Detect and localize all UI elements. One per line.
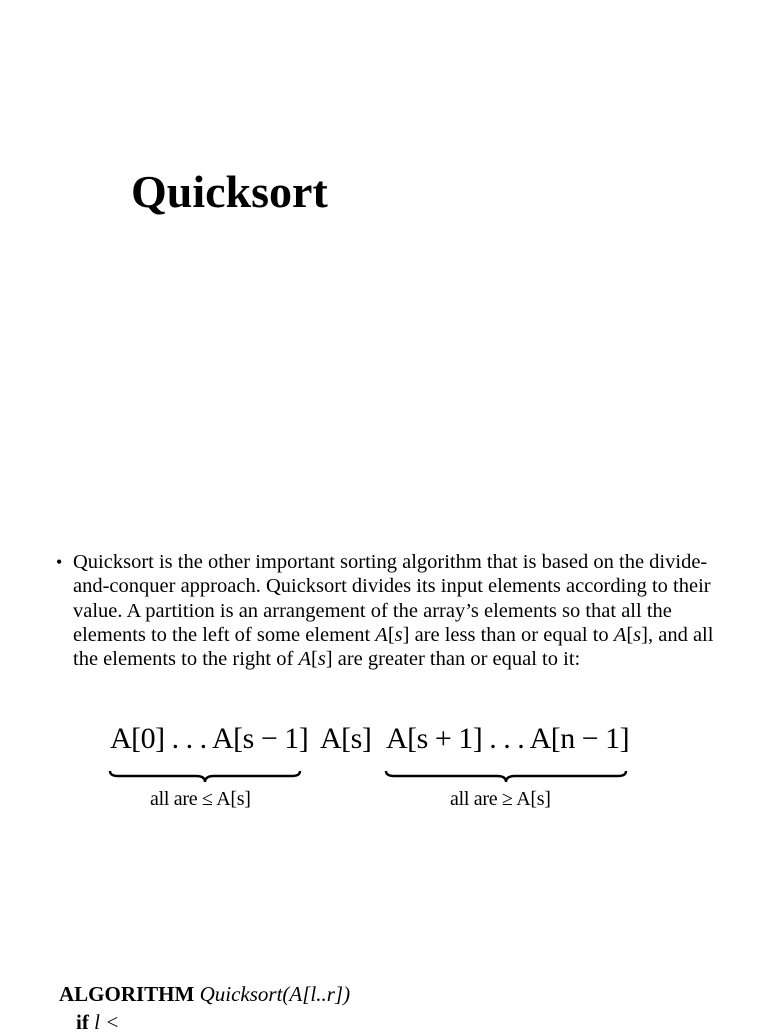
math-s-1: s	[394, 623, 403, 646]
text-run-1: Quicksort is the other important sorting algorithm that is based on the divide-and-conquer approach. Quicksort divides its input elements according to their value. A partition is an arrangement of the array’s elements so that all the elements to the left of some element	[73, 551, 711, 646]
algorithm-signature: Quicksort(A[l..r])	[199, 982, 351, 1006]
math-a-1: A	[375, 623, 388, 646]
text-run-4: ] are greater than or equal to it:	[325, 648, 581, 671]
text-run-2: ] are less than or equal to	[402, 623, 614, 646]
left-partition-label: all are ≤ A[s]	[150, 788, 251, 810]
pivot-expression: A[s]	[320, 722, 372, 755]
slide-title: Quicksort	[131, 166, 328, 217]
right-subarray-expression: A[s + 1] . . . A[n − 1]	[386, 722, 630, 755]
math-s-2: s	[633, 623, 642, 646]
text-run-3: ], and all the elements to the right of	[73, 623, 714, 671]
math-s-3: s	[317, 648, 326, 671]
bracket-open-2: [	[626, 623, 634, 646]
bullet-text	[73, 550, 716, 671]
math-a-3: A	[298, 648, 311, 671]
bullet-paragraph	[56, 550, 716, 671]
left-subarray-expression: A[0] . . . A[s − 1]	[110, 722, 309, 755]
partition-diagram	[108, 722, 638, 822]
if-condition: l <	[94, 1010, 120, 1034]
if-keyword: if	[76, 1010, 89, 1034]
math-a-2: A	[613, 623, 627, 646]
algorithm-keyword: ALGORITHM	[59, 982, 195, 1006]
bracket-open-3: [	[310, 648, 318, 671]
left-brace-icon	[108, 770, 302, 786]
bullet-marker: •	[56, 552, 63, 572]
right-partition-label: all are ≥ A[s]	[450, 788, 551, 810]
algorithm-first-line	[76, 1010, 119, 1035]
bracket-open-1: [	[387, 623, 395, 646]
right-brace-icon	[384, 770, 628, 786]
algorithm-header	[59, 982, 350, 1007]
